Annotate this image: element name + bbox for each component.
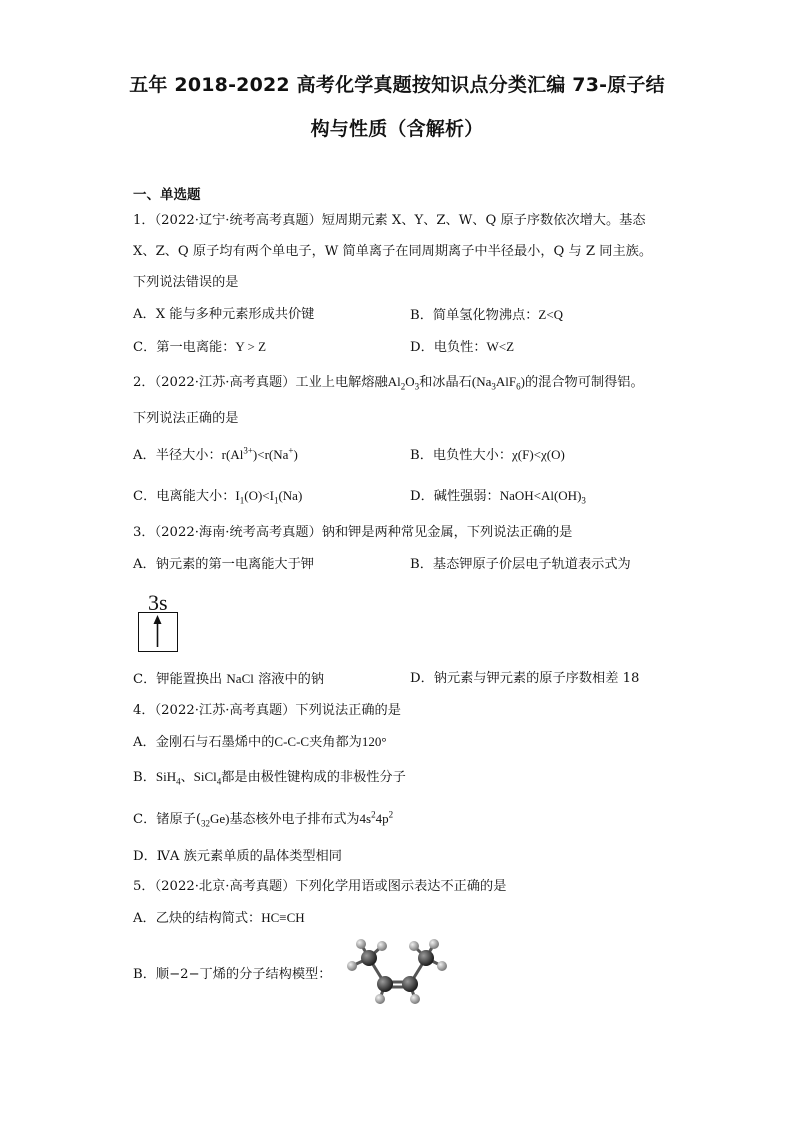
q5-option-a: A．乙炔的结构简式：HC≡CH: [133, 910, 305, 926]
q2-option-c: C．电离能大小：$I_1(O)<I_1(Na)$: [133, 488, 303, 506]
q3-option-c: C．钾能置换出 NaCl 溶液中的钠: [133, 671, 325, 687]
q1-stem-line-2: X、Z、Q 原子均有两个单电子，W 简单离子在同周期离子中半径最小，Q 与 Z 同主族。: [133, 244, 653, 259]
q3-option-a: A．钠元素的第一电离能大于钾: [133, 557, 314, 572]
formula-sih4-sicl4: SiH$_4$、SiCl$_4$: [155, 769, 222, 787]
section-heading: 一、单选题: [133, 187, 201, 203]
page-title-line-2: 构与性质（含解析）: [310, 118, 484, 140]
q3-option-d: D．钠元素与钾元素的原子序数相差 18: [410, 671, 640, 686]
q4-option-c: C．锗原子$(_{32}Ge)$基态核外电子排布式为$4s^24p^2$: [133, 809, 394, 829]
q2-stem-line-2: 下列说法正确的是: [133, 411, 239, 426]
formula-ge-config: $4s^24p^2$: [359, 809, 394, 826]
q4-option-d: D．ⅣA 族元素单质的晶体类型相同: [133, 849, 342, 864]
formula-na3alf6: $(Na_3AlF_6)$: [471, 374, 525, 392]
q1-stem-line-3: 下列说法错误的是: [133, 275, 239, 290]
q1-option-d: D．电负性：W<Z: [410, 339, 515, 355]
up-arrow-icon: [139, 613, 176, 650]
q4-option-a: A．金刚石与石墨烯中的C-C-C夹角都为120°: [133, 734, 387, 750]
page-title-line-1: 五年 2018-2022 高考化学真题按知识点分类汇编 73-原子结: [129, 74, 665, 96]
orbital-label: 3s: [148, 590, 168, 615]
q5-stem: 5．（2022·北京·高考真题）下列化学用语或图示表达不正确的是: [133, 879, 507, 894]
q1-option-c: C．第一电离能：Y > Z: [133, 339, 267, 355]
cis-2-butene-model-image: [338, 936, 460, 1008]
q2-option-a: A．半径大小：$r(Al^{3+})<r(Na^+)$: [133, 445, 298, 463]
q5-option-b: B．顺−2−丁烯的分子结构模型：: [133, 967, 332, 982]
q1-option-b: B．简单氢化物沸点：Z<Q: [410, 307, 564, 323]
q2-stem-line-1: 2．（2022·江苏·高考真题）工业上电解熔融$Al_2O_3$和冰晶石$(Na_3AlF_6)$的混合物可制得铝。: [133, 374, 644, 392]
q2-option-b: B．电负性大小：χ(F)<χ(O): [410, 447, 565, 463]
q4-option-b: B．SiH$_4$、SiCl$_4$都是由极性键构成的非极性分子: [133, 769, 406, 787]
q1-option-a: A．X 能与多种元素形成共价键: [133, 307, 315, 322]
formula-ion-radius: $r(Al^{3+})<r(Na^+)$: [221, 445, 298, 462]
q3-stem: 3．（2022·海南·统考高考真题）钠和钾是两种常见金属，下列说法正确的是: [133, 525, 573, 540]
q4-stem: 4．（2022·江苏·高考真题）下列说法正确的是: [133, 703, 401, 718]
q1-stem-line-1: 1．（2022·辽宁·统考高考真题）短周期元素 X、Y、Z、W、Q 原子序数依次增大。基态: [133, 213, 646, 228]
q3-option-b: B．基态钾原子价层电子轨道表示式为: [410, 557, 631, 572]
formula-al2o3: $Al_2O_3$: [387, 374, 420, 392]
formula-ionization: $I_1(O)<I_1(Na)$: [235, 488, 303, 506]
orbital-box: [138, 612, 178, 652]
q2-option-d: D．碱性强弱：$NaOH<Al(OH)_3$: [410, 488, 586, 506]
